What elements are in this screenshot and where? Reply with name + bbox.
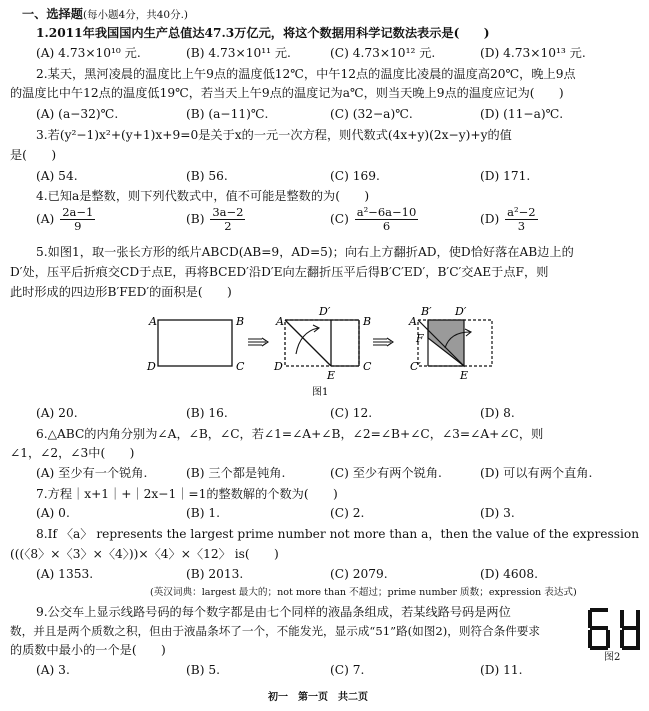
fig1-label-c-2: C xyxy=(363,360,372,373)
fig1-label-b-prime: B′ xyxy=(421,305,432,318)
q3-line2: 是( ) xyxy=(10,148,57,162)
fig1-caption: 图1 xyxy=(312,387,329,398)
fig1-label-d-prime: D′ xyxy=(319,305,331,318)
q4-c-numerator: a²−6a−10 xyxy=(356,205,417,219)
q8-option-b: (B) 2013. xyxy=(186,567,244,581)
fig1-label-b-2: B xyxy=(363,315,372,328)
fig1-rect-fold2 xyxy=(408,305,492,382)
q3-option-a: (A) 54. xyxy=(36,169,78,183)
fig1-label-f: F xyxy=(416,332,424,345)
q8-line2: (((〈8〉×〈3〉×〈4〉))×〈4〉×〈12〉 is( ) xyxy=(10,547,279,561)
q5-option-a: (A) 20. xyxy=(36,406,78,420)
q3-option-d: (D) 171. xyxy=(480,169,531,183)
q5-line2: D′处，压平后折痕交CD于点E，再将BCED′沿D′E向左翻折压平后得B′C′ED′，B′C′交AE于点F，则 xyxy=(10,265,549,279)
q4-option-c-label: (C) xyxy=(330,212,349,226)
q5-option-c: (C) 12. xyxy=(330,406,373,420)
q3-option-c: (C) 169. xyxy=(330,169,380,183)
q9-option-d: (D) 11. xyxy=(480,663,523,677)
page-footer: 初一 第一页 共二页 xyxy=(268,692,368,703)
fig1-label-b: B xyxy=(236,315,245,328)
q4-option-b-fraction xyxy=(210,206,245,233)
q4-option-d xyxy=(480,205,540,233)
q4-a-numerator: 2a−1 xyxy=(62,205,94,219)
q6-line2: ∠1，∠2，∠3中( ) xyxy=(10,446,135,460)
q9-line3: 的质数中最小的一个是( ) xyxy=(10,643,166,657)
section-heading xyxy=(22,6,188,23)
section-note: (每小题4分，共40分.) xyxy=(82,9,189,21)
q6-line1: 6.△ABC的内角分别为∠A，∠B，∠C，若∠1=∠A+∠B，∠2=∠B+∠C，∠3=∠A+∠C，则 xyxy=(36,427,544,441)
figure-1 xyxy=(0,302,649,412)
q8-option-c: (C) 2079. xyxy=(330,567,388,581)
q3-line1: 3.若(y²−1)x²+(y+1)x+9=0是关于x的一元一次方程，则代数式(4x+y)(2x−y)+y的值 xyxy=(36,128,512,142)
fig2-caption: 图2 xyxy=(604,652,621,663)
q7-option-a: (A) 0. xyxy=(36,506,70,520)
fig1-label-e: E xyxy=(327,369,336,382)
q8-glossary: (英汉词典：largest 最大的；not more than 不超过；prime number 质数；expression 表达式) xyxy=(150,587,577,598)
q3-option-b: (B) 56. xyxy=(186,169,228,183)
q4-option-d-fraction xyxy=(505,206,537,233)
q1-option-d: (D) 4.73×10¹³ 元. xyxy=(480,46,586,60)
q9-line1: 9.公交车上显示线路号码的每个数字都是由七个同样的液晶条组成，若某线路号码是两位 xyxy=(36,605,511,619)
q4-option-c xyxy=(330,205,420,233)
q4-option-a xyxy=(36,205,97,233)
q4-option-b-label: (B) xyxy=(186,212,205,226)
q9-option-b: (B) 5. xyxy=(186,663,220,677)
q9-option-c: (C) 7. xyxy=(330,663,365,677)
lcd-digit-5 xyxy=(588,608,610,650)
q4-option-a-fraction xyxy=(60,206,95,233)
q1-option-b: (B) 4.73×10¹¹ 元. xyxy=(186,46,291,60)
q4-c-denominator: 6 xyxy=(382,219,391,233)
fig1-label-a: A xyxy=(149,315,157,328)
q4-d-denominator: 3 xyxy=(517,219,526,233)
q1-stem: 1.2011年我国国内生产总值达47.3万亿元，将这个数据用科学记数法表示是( ) xyxy=(36,26,490,40)
q1-option-a: (A) 4.73×10¹⁰ 元. xyxy=(36,46,141,60)
fig1-label-d: D xyxy=(147,360,156,373)
q7-option-d: (D) 3. xyxy=(480,506,515,520)
fig1-rect-fold1 xyxy=(273,305,372,382)
fig1-label-d-2: D xyxy=(274,360,283,373)
q8-option-d: (D) 4608. xyxy=(480,567,539,581)
q8-option-a: (A) 1353. xyxy=(36,567,94,581)
q7-stem: 7.方程｜x+1｜+｜2x−1｜=1的整数解的个数为( ) xyxy=(36,487,338,501)
q5-line3: 此时形成的四边形B′FED′的面积是( ) xyxy=(10,285,232,299)
section-title: 一、选择题 xyxy=(22,7,83,21)
q8-line1: 8.If 〈a〉 represents the largest prime number not more than a，then the value of the expression xyxy=(36,527,640,541)
fig1-label-a-2: A xyxy=(276,315,284,328)
q7-option-c: (C) 2. xyxy=(330,506,365,520)
fig1-rect-original xyxy=(146,315,245,373)
q4-d-numerator: a²−2 xyxy=(507,205,536,219)
fig1-label-e-2: E xyxy=(460,369,469,382)
q6-option-a: (A) 至少有一个锐角. xyxy=(36,466,148,480)
fig1-label-c-prime: C′ xyxy=(410,360,421,373)
fig1-arrow-1 xyxy=(248,338,268,346)
fig1-label-a-3: A xyxy=(409,315,417,328)
q4-b-denominator: 2 xyxy=(224,219,232,233)
q5-line1: 5.如图1，取一张长方形的纸片ABCD(AB=9，AD=5)；向右上方翻折AD，使D恰好落在AB边上的 xyxy=(36,245,574,259)
q5-option-d: (D) 8. xyxy=(480,406,515,420)
q9-option-a: (A) 3. xyxy=(36,663,70,677)
q6-option-b: (B) 三个都是钝角. xyxy=(186,466,286,480)
q1-option-c: (C) 4.73×10¹² 元. xyxy=(330,46,436,60)
q9-line2: 数，并且是两个质数之积，但由于液晶条坏了一个，不能发光，显示成“51”路(如图2)，则符合条件要求 xyxy=(10,624,540,638)
q2-line1: 2.某天，黑河凌晨的温度比上午9点的温度低12℃，中午12点的温度比凌晨的温度高20℃，晚上9点 xyxy=(36,67,576,81)
q6-option-d: (D) 可以有两个直角. xyxy=(480,466,593,480)
q4-option-a-label: (A) xyxy=(36,212,55,226)
q2-option-c: (C) (32−a)℃. xyxy=(330,107,413,121)
q4-option-b xyxy=(186,205,247,233)
q4-option-c-fraction xyxy=(355,206,419,233)
fig1-arrow-2 xyxy=(373,338,393,346)
lcd-digit-1 xyxy=(620,610,640,650)
q5-option-b: (B) 16. xyxy=(186,406,228,420)
q2-option-a: (A) (a−32)℃. xyxy=(36,107,119,121)
q4-b-numerator: 3a−2 xyxy=(212,205,244,219)
q6-option-c: (C) 至少有两个锐角. xyxy=(330,466,442,480)
q2-line2: 的温度比中午12点的温度低19℃，若当天上午9点的温度记为a℃，则当天晚上9点的温度应记为( ) xyxy=(10,86,564,100)
q4-option-d-label: (D) xyxy=(480,212,500,226)
q4-stem: 4.已知a是整数，则下列代数式中，值不可能是整数的为( ) xyxy=(36,189,370,203)
q2-option-d: (D) (11−a)℃. xyxy=(480,107,564,121)
fig1-label-c: C xyxy=(236,360,245,373)
q4-a-denominator: 9 xyxy=(74,219,82,233)
q7-option-b: (B) 1. xyxy=(186,506,220,520)
q2-option-b: (B) (a−11)℃. xyxy=(186,107,269,121)
fig1-label-d-prime-2: D′ xyxy=(455,305,467,318)
